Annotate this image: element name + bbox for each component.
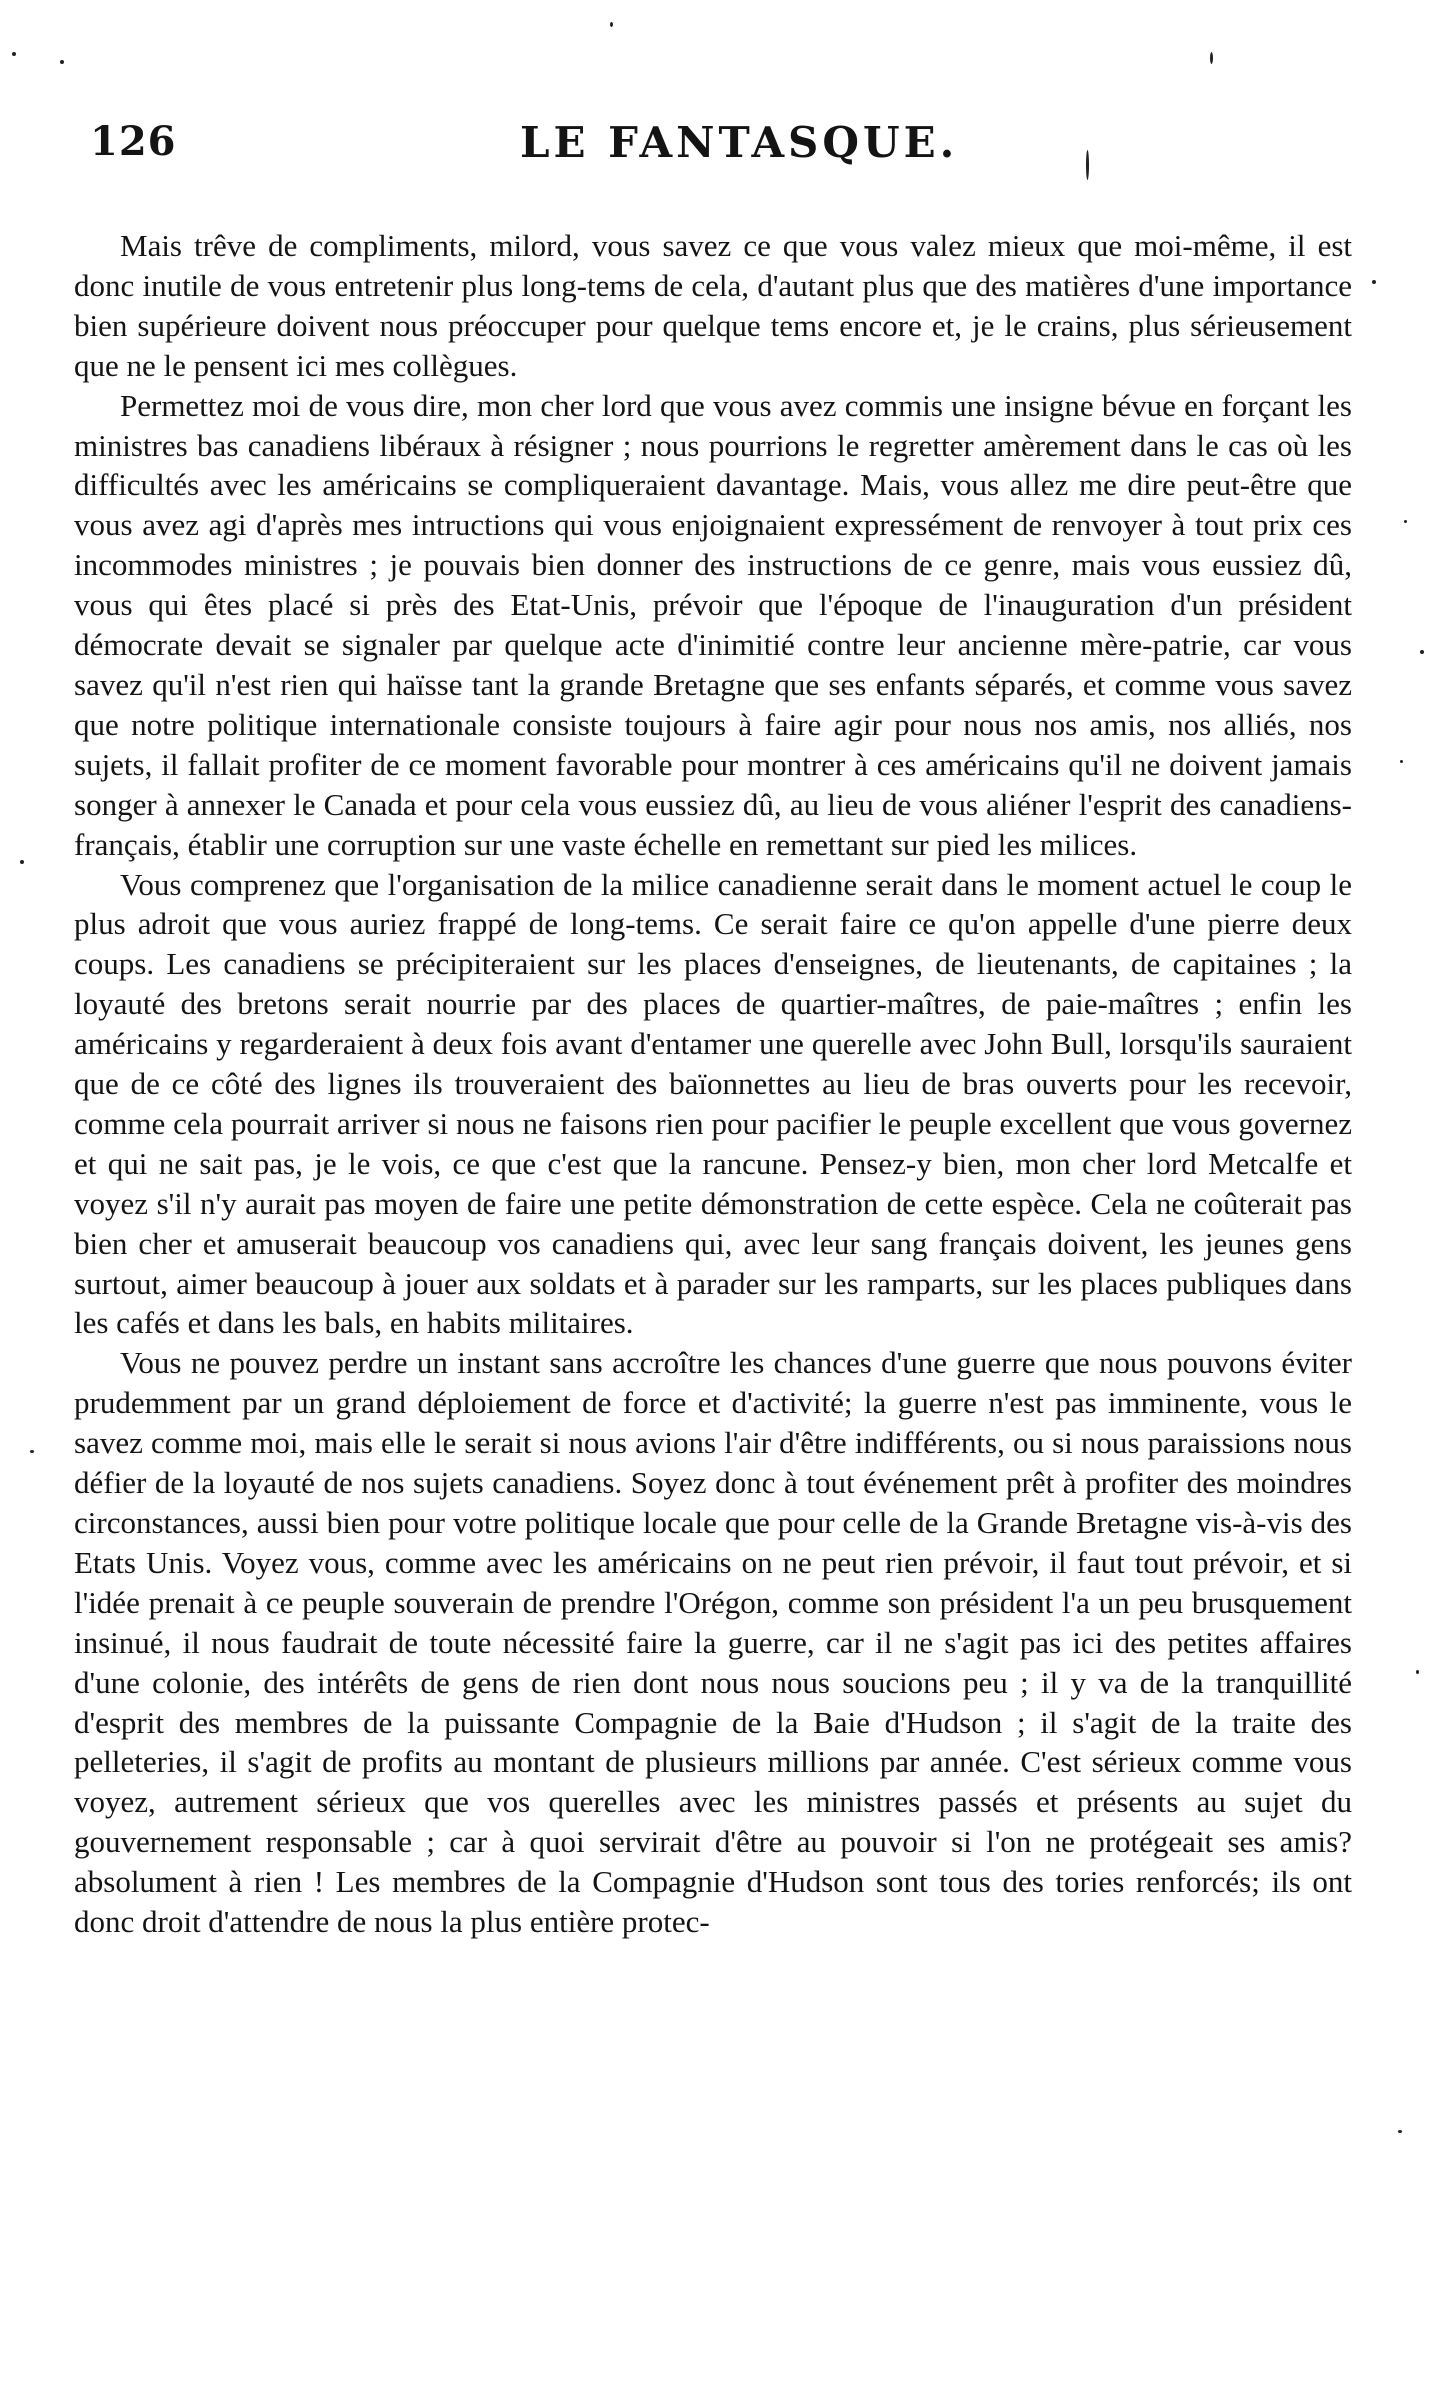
paragraph-3: Vous comprenez que l'organisation de la milice canadienne serait dans le moment actuel le coup le plus adroit que vous auriez frappé de long-tems. Ce serait faire ce qu'on appelle d'une pierre deux coups. Les canadiens se précipiteraient sur les places d'enseignes, de lieutenants, de capitaines ; la loyauté des bretons serait nourrie par des places de quartier-maîtres, de paie-maîtres ; enfin les américains y regarderaient à deux fois avant d'entamer une querelle avec John Bull, lorsqu'ils sauraient que de ce côté des lignes ils trouveraient des baïonnettes au lieu de bras ouverts pour les recevoir, comme cela pourrait arriver si nous ne faisons rien pour pacifier le peuple excellent que vous governez et qui ne sait pas, je le vois, ce que c'est que la rancune. Pensez-y bien, mon cher lord Metcalfe et voyez s'il n'y aurait pas moyen de faire une petite démonstration de cette espèce. Cela ne coûterait pas bien cher et amuserait beaucoup vos canadiens qui, avec leur sang français doivent, les jeunes gens surtout, aimer beaucoup à jouer aux soldats et à parader sur les ramparts, sur les places publiques dans les cafés et dans les bals, en habits militaires.: [74, 866, 1352, 1341]
paragraph-1: Mais trêve de compliments, milord, vous savez ce que vous valez mieux que moi-même, il est donc inutile de vous entretenir plus long-tems de cela, d'autant plus que des matières d'une importance bien supérieure doivent nous préoccuper pour quelque tems encore et, je le crains, plus sérieusement que ne le pensent ici mes collègues.: [74, 228, 1352, 383]
paragraph-4: Vous ne pouvez perdre un instant sans accroître les chances d'une guerre que nous pouvons éviter prudemment par un grand déploiement de force et d'activité; la guerre n'est pas imminente, vous le savez comme moi, mais elle le serait si nous avions l'air d'être indifférents, ou si nous paraissions nous défier de la loyauté de nos sujets canadiens. Soyez donc à tout événement prêt à profiter des moindres circonstances, aussi bien pour votre politique locale que pour celle de la Grande Bretagne vis-à-vis des Etats Unis. Voyez vous, comme avec les américains on ne peut rien prévoir, il faut tout prévoir, et si l'idée prenait à ce peuple souverain de prendre l'Orégon, comme son président l'a un peu brusquement insinué, il nous faudrait de toute nécessité faire la guerre, car il ne s'agit pas ici des petites affaires d'une colonie, des intérêts de gens de rien dont nous nous soucions peu ; il y va de la tranquillité d'esprit des membres de la puissante Compagnie de la Baie d'Hudson ; il s'agit de la traite des pelleteries, il s'agit de profits au montant de plusieurs millions par année. C'est sérieux comme vous voyez, autrement sérieux que vos querelles avec les ministres passés et présents au sujet du gouvernement responsable ; car à quoi servirait d'être au pouvoir si l'on ne protégeait ses amis? absolument à rien ! Les membres de la Compagnie d'Hudson sont tous des tories renforcés; ils ont donc droit d'attendre de nous la plus entière protec-: [74, 1345, 1352, 1940]
page-header: [90, 118, 1350, 178]
page-number: 126: [90, 118, 177, 165]
running-title: LE FANTASQUE.: [520, 118, 959, 167]
body-text: [74, 226, 1352, 1942]
paragraph-2: Permettez moi de vous dire, mon cher lord que vous avez commis une insigne bévue en forçant les ministres bas canadiens libéraux à résigner ; nous pourrions le regretter amèrement dans le cas où les difficultés avec les américains se compliqueraient davantage. Mais, vous allez me dire peut-être que vous avez agi d'après mes intructions qui vous enjoignaient expressément de renvoyer à tout prix ces incommodes ministres ; je pouvais bien donner des instructions de ce genre, mais vous eussiez dû, vous qui êtes placé si près des Etat-Unis, prévoir que l'époque de l'inauguration d'un président démocrate devait se signaler par quelque acte d'inimitié contre leur ancienne mère-patrie, car vous savez qu'il n'est rien qui haïsse tant la grande Bretagne que ses enfants séparés, et comme vous savez que notre politique internationale consiste toujours à faire agir pour nous nos amis, nos alliés, nos sujets, il fallait profiter de ce moment favorable pour montrer à ces américains qu'il ne doivent jamais songer à annexer le Canada et pour cela vous eussiez dû, au lieu de vous aliéner l'esprit des canadiens-français, établir une corruption sur une vaste échelle en remettant sur pied les milices.: [74, 387, 1352, 862]
